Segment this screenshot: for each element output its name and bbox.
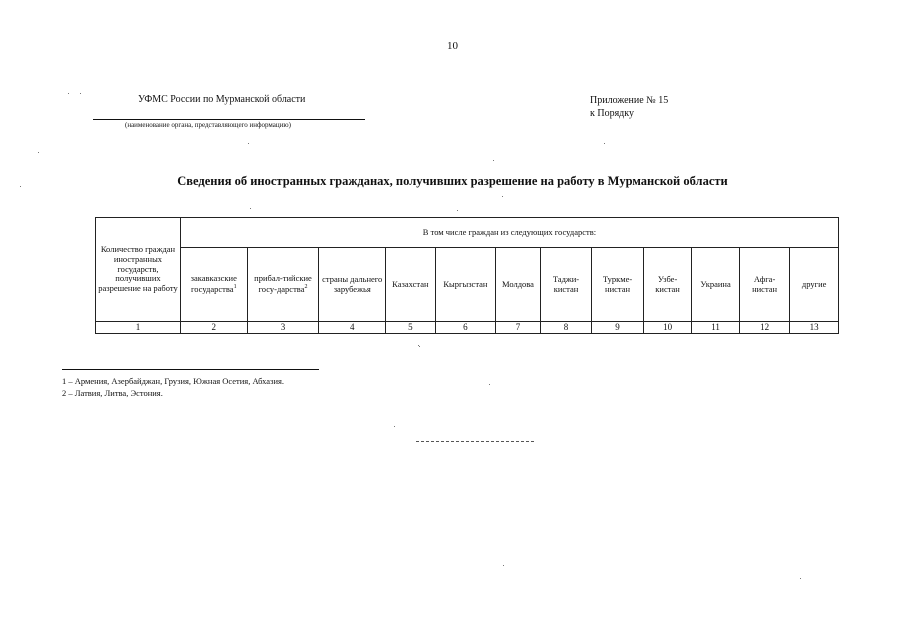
column-number-cell: 13: [790, 322, 839, 334]
country-column-label: Афга-нистан: [752, 273, 778, 294]
appendix-reference: [590, 94, 668, 120]
scan-speck: [394, 426, 395, 427]
group-header: В том числе граждан из следующих государств:: [180, 218, 838, 248]
country-column-header: [643, 248, 692, 322]
column-number-cell: 9: [592, 322, 644, 334]
country-column-label: Казахстан: [392, 278, 429, 289]
country-column-header: [435, 248, 496, 322]
column-number-cell: 6: [435, 322, 496, 334]
scan-speck: [250, 208, 251, 209]
column-number-cell: 7: [496, 322, 540, 334]
country-column-header: [319, 248, 386, 322]
country-column-label: Туркме-нистан: [602, 273, 633, 294]
end-divider: [416, 441, 534, 442]
appendix-line-2: к Порядку: [590, 108, 634, 119]
footnote-marker: 1: [233, 284, 237, 291]
column-number-row: [96, 322, 839, 334]
country-column-label: Таджи-кистан: [552, 273, 580, 294]
document-title: Сведения об иностранных гражданах, получивших разрешение на работу в Мурманской области: [177, 174, 728, 188]
scan-speck: [503, 565, 504, 566]
country-column-header: [540, 248, 592, 322]
column-number-cell: 1: [96, 322, 181, 334]
table-header-row: [96, 218, 839, 248]
scan-speck: [248, 143, 249, 144]
column-number-cell: 10: [643, 322, 692, 334]
footnote-divider: [62, 369, 319, 370]
column-number-cell: 12: [739, 322, 790, 334]
scan-speck: [604, 143, 605, 144]
appendix-line-1: Приложение № 15: [590, 95, 669, 106]
scan-speck: [419, 346, 420, 347]
country-column-label: Узбе-кистан: [655, 273, 680, 294]
country-column-header: [386, 248, 436, 322]
scan-speck: [800, 578, 801, 579]
country-column-label: прибал-тийские госу-дарства: [254, 273, 312, 294]
scan-speck: [489, 384, 490, 385]
column-number-cell: 3: [247, 322, 319, 334]
column-number-cell: 11: [692, 322, 740, 334]
country-column-header: [592, 248, 644, 322]
country-column-label: страны дальнего зарубежья: [322, 273, 383, 294]
country-column-header: [496, 248, 540, 322]
scan-speck: [502, 196, 503, 197]
column-number-cell: 8: [540, 322, 592, 334]
country-column-label: Украина: [700, 278, 731, 289]
country-header-row: [96, 248, 839, 322]
country-column-header: [247, 248, 319, 322]
column-number-cell: 4: [319, 322, 386, 334]
first-column-header: Количество граждан иностранных государств, получивших разрешение на работу: [96, 218, 181, 322]
country-column-label: Кыргызстан: [443, 278, 488, 289]
country-column-header: [180, 248, 247, 322]
scan-speck: [38, 152, 39, 153]
country-column-label: Молдова: [501, 278, 534, 289]
organization-caption: (наименование органа, представляющего информацию): [125, 121, 291, 129]
country-column-label: другие: [801, 278, 827, 289]
scan-speck: [20, 186, 21, 187]
footnote-2: 2 – Латвия, Литва, Эстония.: [62, 388, 163, 398]
footnote-marker: 2: [304, 284, 308, 291]
scan-speck: [457, 210, 458, 211]
country-column-header: [739, 248, 790, 322]
scan-speck: [80, 93, 81, 94]
column-number-cell: 5: [386, 322, 436, 334]
column-number-cell: 2: [180, 322, 247, 334]
country-column-header: [692, 248, 740, 322]
data-table: [95, 217, 839, 334]
organization-underline: [93, 119, 365, 120]
scan-speck: [68, 93, 69, 94]
organization-name: УФМС России по Мурманской области: [138, 94, 306, 105]
country-column-label: закавказские государства: [190, 273, 237, 294]
country-column-header: [790, 248, 839, 322]
scan-speck: [493, 160, 494, 161]
footnote-1: 1 – Армения, Азербайджан, Грузия, Южная Осетия, Абхазия.: [62, 376, 285, 386]
page-number: 10: [447, 40, 458, 52]
